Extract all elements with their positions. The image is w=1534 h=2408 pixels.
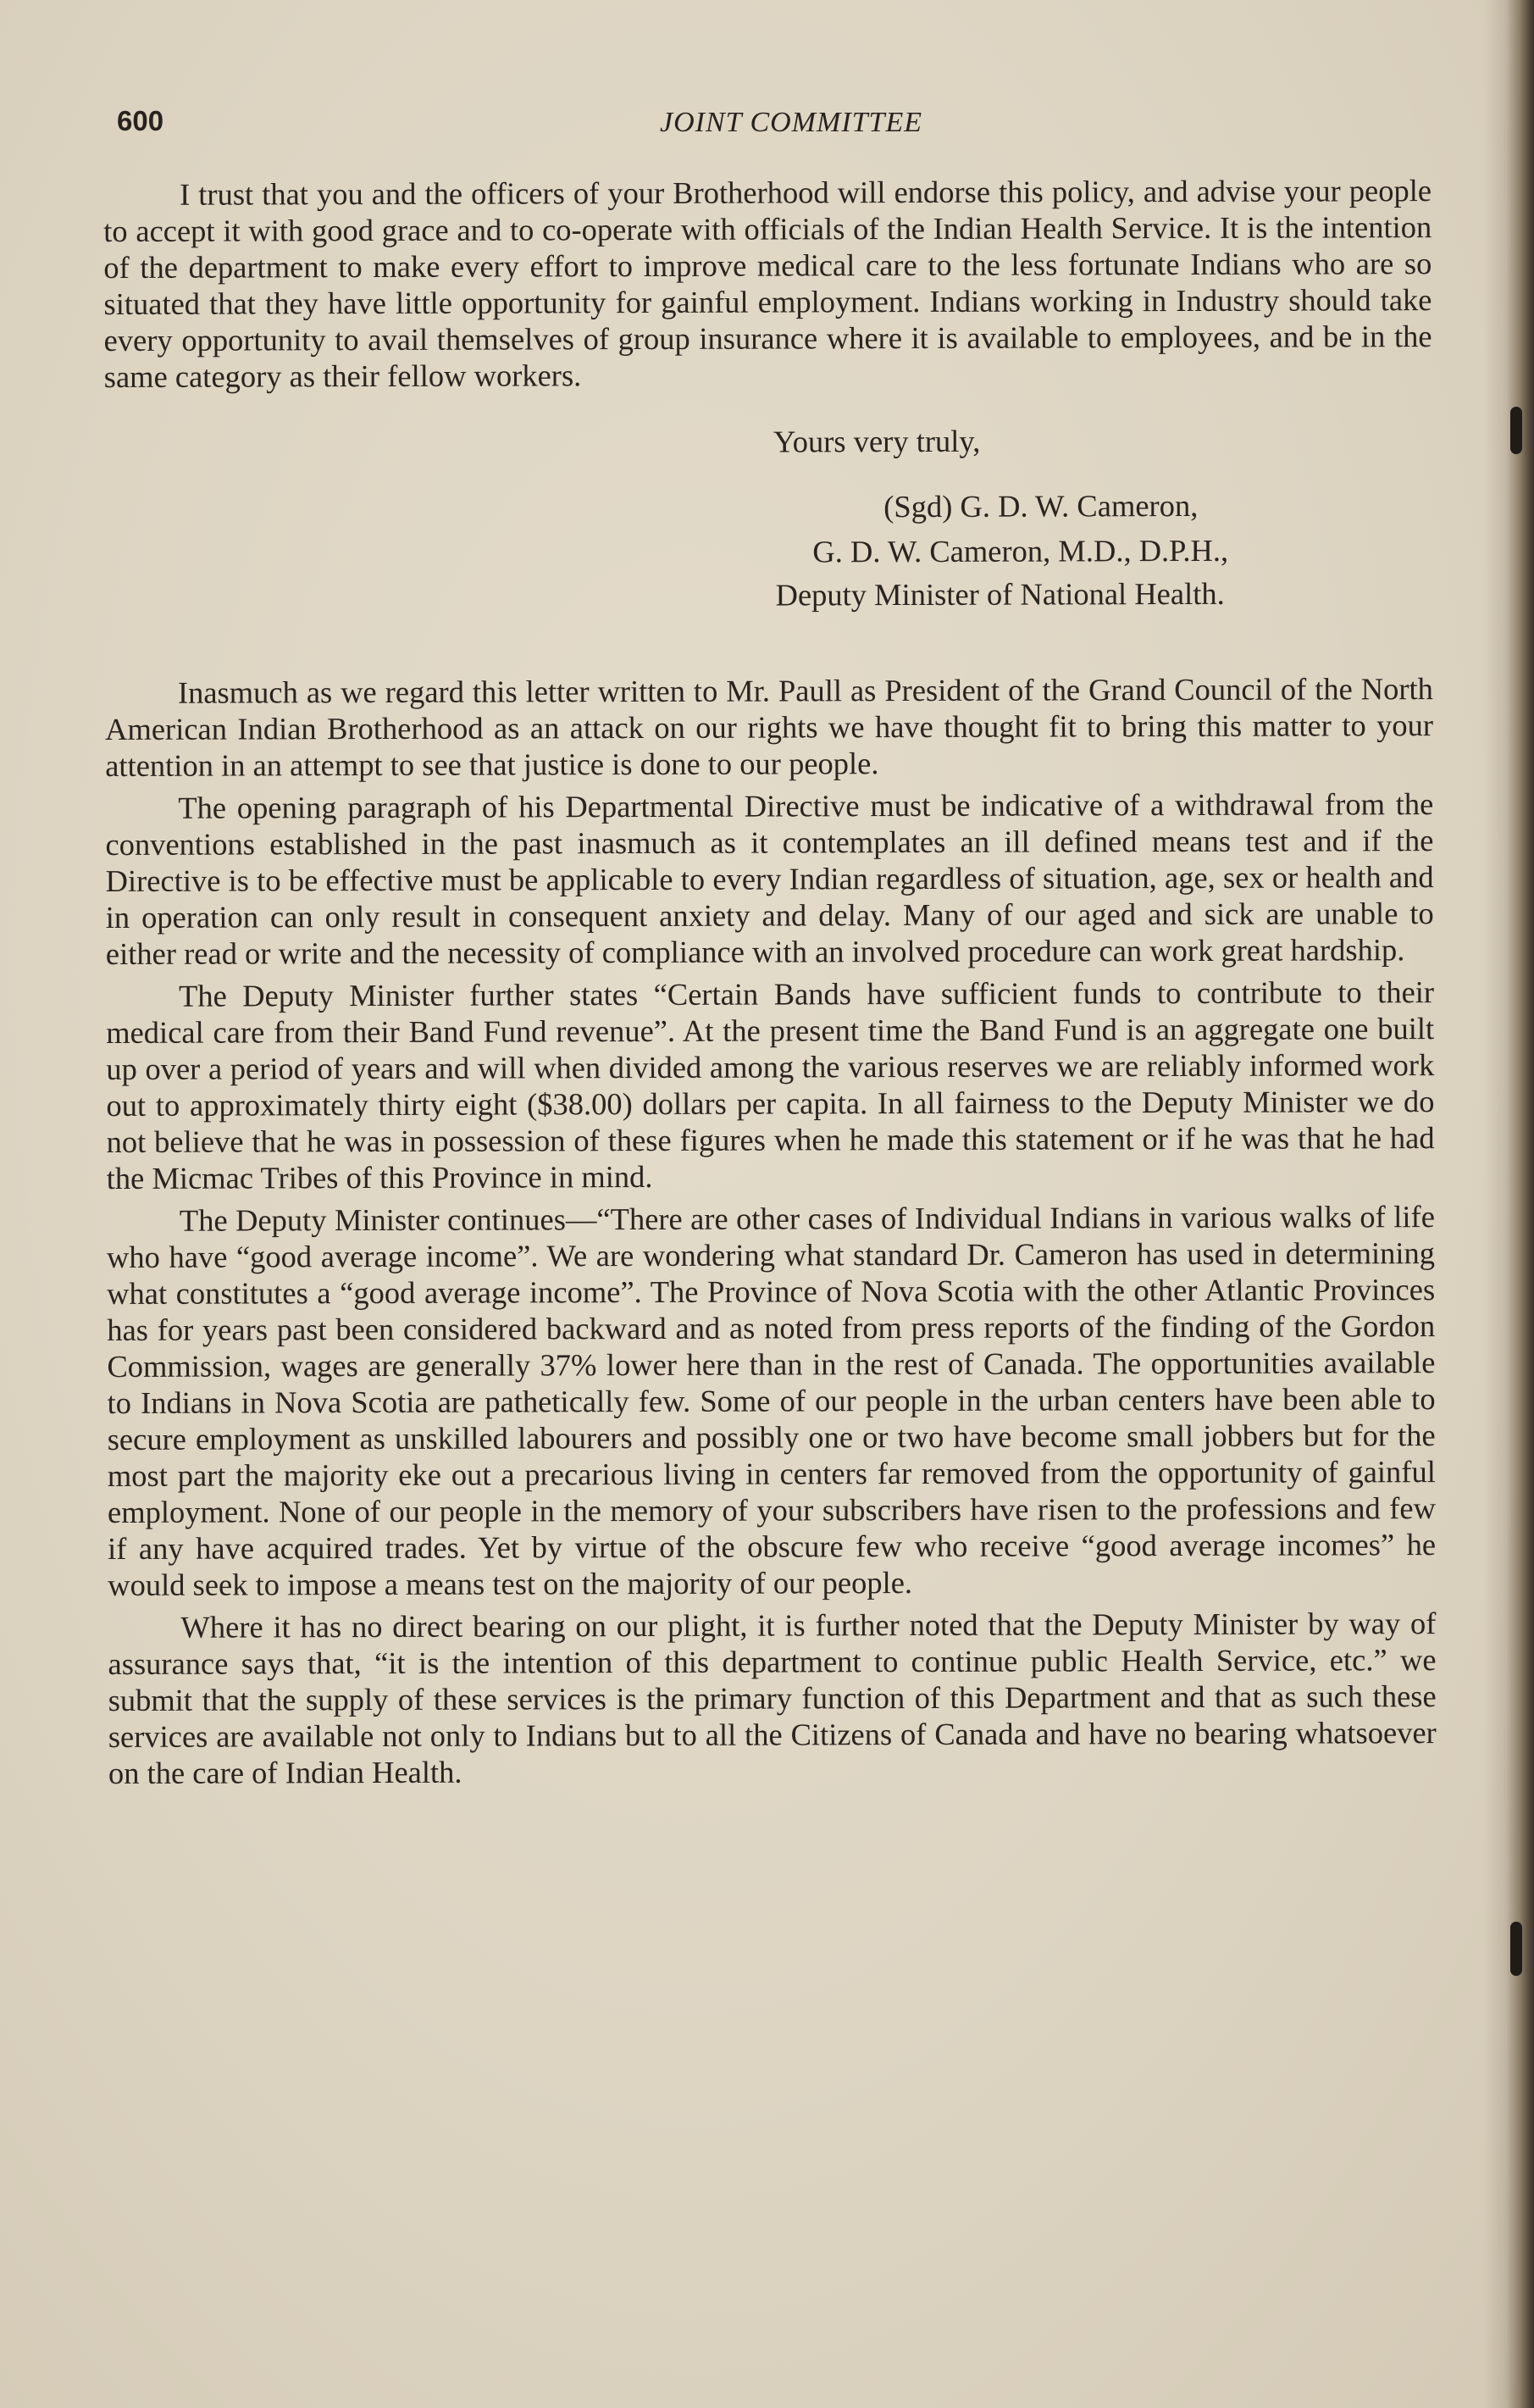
page-header xyxy=(114,102,1435,153)
page-number: 600 xyxy=(117,105,164,136)
body-paragraph: The Deputy Minister continues—“There are other cases of Individual Indians in various walks of life who have “good average income”. We are wondering what standard Dr. Cameron has used in determining what constitutes a “good average income”. The Province of Nova Scotia with the other Atlantic Provinces has for years past been considered backward and as noted from press reports of the finding of the Gordon Commission, wages are generally 37% lower here than in the rest of Canada. The opportunities available to Indians in Nova Scotia are pathetically few. Some of our people in the urban centers have been able to secure employment as unskilled labourers and possibly one or two have become small jobbers but for the most part the majority eke out a precarious living in centers far removed from the opportunity of gainful employment. None of our people in the memory of your subscribers have risen to the professions and few if any have acquired trades. Yet by virtue of the obscure few who receive “good average incomes” he would seek to impose a means test on the majority of our people. xyxy=(106,1199,1437,1602)
body-paragraph: The Deputy Minister further states “Certain Bands have sufficient funds to contribute to their medical care from their Band Fund revenue”. At the present time the Band Fund is an aggregate one built up over a period of years and will when divided among the various reserves we are reliably informed work out to approximately thirty eight ($38.00) dollars per capita. In all fairness to the Deputy Minister we do not believe that he was in possession of these figures when he made this statement or if he was that he had the Micmac Tribes of this Province in mind. xyxy=(106,974,1435,1196)
letter-signature: (Sgd) G. D. W. Cameron, xyxy=(883,487,1199,524)
running-head: JOINT COMMITTEE xyxy=(660,107,922,138)
binding-ring-icon xyxy=(1510,1922,1522,1976)
letter-paragraph: I trust that you and the officers of your Brotherhood will endorse this policy, and advise your people to accept it with good grace and to co-operate with officials of the Indian Health Service. It is the intention of the department to make every effort to improve medical care to the less fortunate Indians who are so situated that they have little opportunity for gainful employment. Indians working in Industry should take every opportunity to avail themselves of group insurance where it is available to employees, and be in the same category as their fellow workers. xyxy=(103,173,1432,394)
body-paragraph: Where it has no direct bearing on our plight, it is further noted that the Deputy Minister by way of assurance says that, “it is the intention of this department to continue public Health Service, etc.” we submit that the supply of these services is the primary function of this Department and that as such these services are available not only to Indians but to all the Citizens of Canada and have no bearing whatsoever on the care of Indian Health. xyxy=(108,1606,1437,1790)
body-paragraph: The opening paragraph of his Departmental Directive must be indicative of a withdrawal from the conventions established in the past inasmuch as it contemplates an ill defined means test and if the Directive is to be effective must be applicable to every Indian regardless of situation, age, sex or health and in operation can only result in consequent anxiety and delay. Many of our aged and sick are unable to either read or write and the necessity of compliance with an involved procedure can work great hardship. xyxy=(105,786,1434,971)
signatory-title: Deputy Minister of National Health. xyxy=(775,575,1225,613)
letter-signoff xyxy=(104,421,1433,615)
binding-ring-icon xyxy=(1510,407,1522,454)
binding-gutter xyxy=(1483,0,1534,2408)
page-body xyxy=(103,172,1437,1797)
letter-closing: Yours very truly, xyxy=(773,423,981,459)
body-paragraph: Inasmuch as we regard this letter written to Mr. Paull as President of the Grand Council of the North American Indian Brotherhood as an attack on our rights we have thought fit to bring this matter to your attention in an attempt to see that justice is done to our people. xyxy=(104,671,1434,783)
signatory-name: G. D. W. Cameron, M.D., D.P.H., xyxy=(812,532,1229,569)
